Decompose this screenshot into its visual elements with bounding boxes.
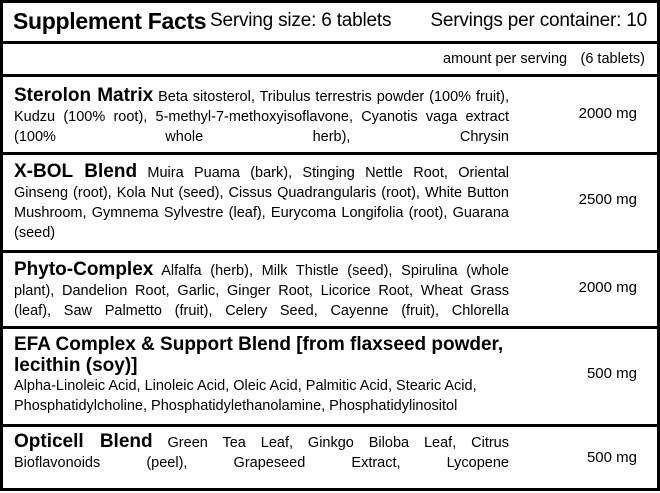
blend-amount: 500 mg [586,365,637,382]
panel-title: Supplement Facts [13,8,207,34]
serving-size: Serving size: 6 tablets [210,10,392,31]
ingredient-row-phyto-complex [3,253,657,329]
blend-amount: 2000 mg [578,105,637,122]
blend-ingredients: Alfalfa (herb), Milk Thistle (seed), Spirulina (whole plant), Dandelion Root, Garlic, Ginger Root, Licorice Root, Wheat Grass (leaf), Saw Palmetto (fruit), Celery Seed, Cayenne (fruit), Chlorella [14,263,509,319]
serving-unit-label: (6 tablets) [580,51,645,67]
blend-name: Opticell Blend [14,431,153,452]
servings-per-container: Servings per container: 10 [430,10,647,31]
facts-header [3,3,657,44]
blend-name: Sterolon Matrix [14,85,154,106]
ingredient-row-sterolon-matrix [3,77,657,155]
blend-ingredients: Alpha-Linoleic Acid, Linoleic Acid, Oleic Acid, Palmitic Acid, Stearic Acid, Phosphatidylcholine, Phosphatidylethanolamine, Phosphatidylinositol [14,378,477,414]
ingredient-description [14,432,509,493]
amount-per-serving-row [3,44,657,77]
blend-name: EFA Complex & Support Blend [from flaxseed powder, lecithin (soy)] [14,334,504,376]
blend-amount: 2000 mg [578,279,637,296]
amount-per-serving-label: amount per serving [443,51,568,67]
blend-ingredients: Muira Puama (bark), Stinging Nettle Root, Oriental Ginseng (root), Kola Nut (seed), Cissus Quadrangularis (root), White Button Mushroom, Gymnema Sylvestre (leaf), Eurycoma Longifolia (root), Guarana (seed) [14,165,509,241]
blend-ingredients: Green Tea Leaf, Ginkgo Biloba Leaf, Citrus Bioflavonoids (peel), Grapeseed Extract, Lycopene [14,435,509,471]
ingredient-description [14,162,509,263]
blend-amount: 2500 mg [578,191,637,208]
blend-name: Phyto-Complex [14,259,154,280]
ingredient-row-efa-complex [3,329,657,427]
ingredient-row-x-bol-blend [3,155,657,253]
blend-name: X-BOL Blend [14,161,138,182]
ingredient-description [14,334,509,416]
blend-amount: 500 mg [586,449,637,466]
blend-ingredients: Beta sitosterol, Tribulus terrestris powder (100% fruit), Kudzu (100% root), 5-methyl-7-methoxyisoflavone, Cyanotis vaga extract (100% whole herb), Chrysin [14,89,509,145]
ingredient-row-opticell-blend [3,427,657,488]
